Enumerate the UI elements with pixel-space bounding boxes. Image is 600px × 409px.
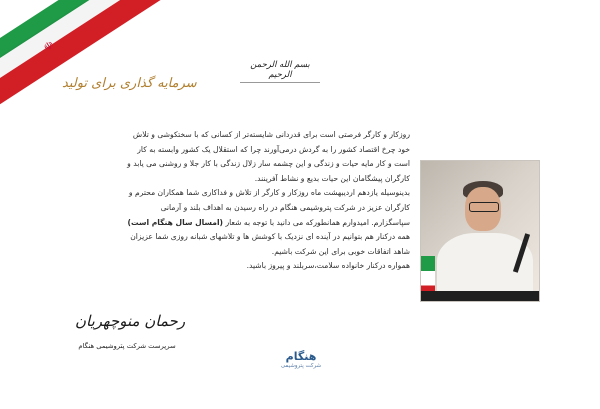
message-slogan-highlight: (امسال سال هنگام است) — [127, 217, 224, 227]
message-paragraph-2-end: همه درکنار هم بتوانیم در آینده ای نزدیک با کوشش ها و تلاشهای شبانه روزی شما عزیزان شاهد اتفاقات خوبی برای این شرکت باشیم. — [130, 232, 410, 256]
slogan-calligraphy: سرمایه گذاری برای تولید — [62, 76, 197, 91]
bismillah-calligraphy: بسم الله الرحمن الرحیم — [240, 60, 320, 83]
message-body — [120, 128, 410, 274]
flag-emblem-icon: ☫ — [41, 38, 57, 55]
message-paragraph-3: همواره درکنار خانواده سلامت،سربلند و پیروز باشید. — [246, 261, 410, 271]
signature-title: سرپرست شرکت پتروشیمی هنگام — [78, 342, 176, 350]
company-logo — [271, 350, 331, 369]
signature: رحمان منوچهریان — [75, 312, 186, 330]
glasses-icon — [469, 202, 499, 212]
message-paragraph-2 — [120, 186, 410, 259]
message-paragraph-2-start: بدینوسیله یازدهم اردیبهشت ماه روزکار و کارگر از تلاش و فداکاری شما همکاران محترم و کارگران عزیز در شرکت پتروشیمی هنگام در راه رسیدن به اهداف بلند و آرمانی سپاسگزارم. امیدوارم همانطورکه می دانید با توجه به شعار — [128, 188, 410, 227]
message-paragraph-1: روزکار و کارگر فرصتی است برای قدردانی شایسته‌تر از کسانی که با سختکوشی و تلاش خود چرخ اقتصاد کشور را به گردش درمی‌آورند چرا که استقلال یک کشور وابسته به کار است و کار مایه حیات و زندگی و این چشمه سار زلال زندگی با کار جلا و روشنی می یابد و کارگران پیشگامان این حیات بدیع و نشاط آفرینند. — [127, 130, 410, 183]
logo-subtext: شرکت پتروشیمی — [280, 363, 322, 369]
portrait-photo — [420, 160, 540, 302]
portrait-desk — [421, 291, 539, 301]
iran-flag-ribbon — [0, 0, 200, 140]
logo-text: هنگام — [285, 350, 317, 363]
